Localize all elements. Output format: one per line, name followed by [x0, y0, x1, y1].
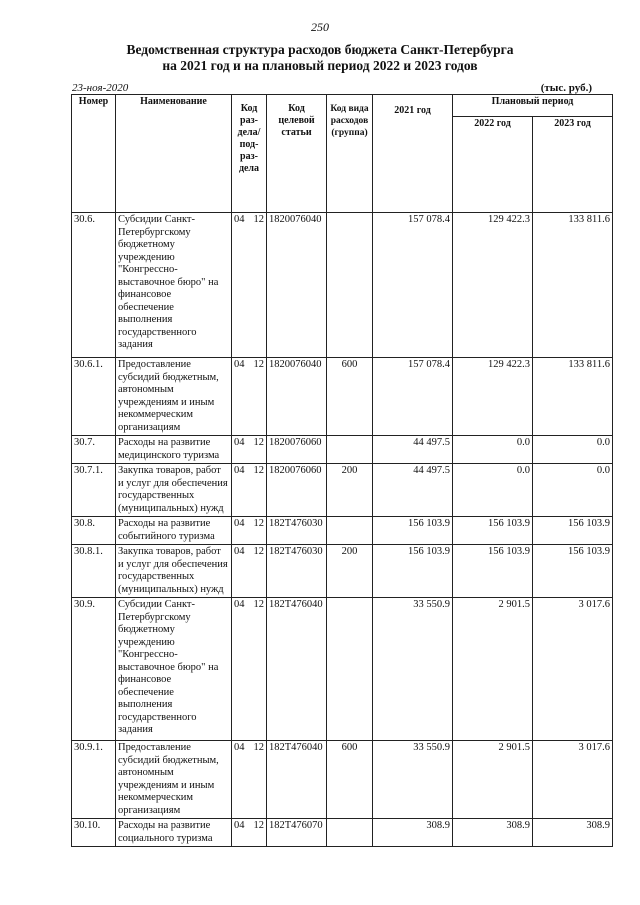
- row-target-code: 182T476040: [267, 741, 327, 819]
- row-2023: 3 017.6: [533, 741, 613, 819]
- row-target-code: 1820076060: [267, 464, 327, 517]
- row-name: Закупка товаров, работ и услуг для обеспечения государственных (муниципальных) нужд: [116, 545, 232, 598]
- row-target-code: 182T476040: [267, 598, 327, 741]
- row-2023: 3 017.6: [533, 598, 613, 741]
- subsection-code: 12: [253, 214, 264, 225]
- row-section-code: [232, 598, 267, 741]
- row-2021: 156 103.9: [373, 517, 453, 545]
- header-planned-period: Плановый период: [453, 95, 613, 117]
- row-2022: 129 422.3: [453, 213, 533, 358]
- budget-table: [71, 94, 613, 847]
- row-2023: 0.0: [533, 436, 613, 464]
- section-code: 04: [234, 546, 245, 557]
- subsection-code: 12: [253, 546, 264, 557]
- row-number: 30.8.: [72, 517, 116, 545]
- row-expense-type: [327, 213, 373, 358]
- row-2021: 33 550.9: [373, 741, 453, 819]
- table-row: [72, 213, 613, 358]
- row-name: Субсидии Санкт-Петербургскому бюджетному учреждению "Конгрессно-выставочное бюро" на финансовое обеспечение выполнения государственного задания: [116, 598, 232, 741]
- row-name: Предоставление субсидий бюджетным, автономным учреждениям и иным некоммерческим организациям: [116, 358, 232, 436]
- row-target-code: 182T476070: [267, 819, 327, 847]
- row-section-code: [232, 741, 267, 819]
- row-2023: 133 811.6: [533, 213, 613, 358]
- title-line-2: на 2021 год и на плановый период 2022 и 2023 годов: [162, 58, 478, 73]
- row-section-code: [232, 464, 267, 517]
- section-code: 04: [234, 465, 245, 476]
- header-2021: 2021 год: [373, 95, 453, 213]
- row-2022: 156 103.9: [453, 517, 533, 545]
- row-expense-type: 200: [327, 464, 373, 517]
- row-2022: 308.9: [453, 819, 533, 847]
- row-target-code: 1820076040: [267, 213, 327, 358]
- table-row: [72, 464, 613, 517]
- row-2022: 0.0: [453, 464, 533, 517]
- table-row: [72, 358, 613, 436]
- header-number: Номер: [72, 95, 116, 213]
- section-code: 04: [234, 820, 245, 831]
- subsection-code: 12: [253, 359, 264, 370]
- row-name: Расходы на развитие социального туризма: [116, 819, 232, 847]
- table-row: [72, 517, 613, 545]
- row-name: Субсидии Санкт-Петербургскому бюджетному учреждению "Конгрессно-выставочное бюро" на финансовое обеспечение выполнения государственного задания: [116, 213, 232, 358]
- row-expense-type: [327, 517, 373, 545]
- table-row: [72, 436, 613, 464]
- subsection-code: 12: [253, 437, 264, 448]
- subsection-code: 12: [253, 599, 264, 610]
- row-2021: 157 078.4: [373, 358, 453, 436]
- row-number: 30.8.1.: [72, 545, 116, 598]
- row-number: 30.7.: [72, 436, 116, 464]
- title-line-1: Ведомственная структура расходов бюджета Санкт-Петербурга: [126, 42, 514, 57]
- row-target-code: 182T476030: [267, 517, 327, 545]
- row-section-code: [232, 819, 267, 847]
- document-title: [0, 42, 640, 74]
- row-section-code: [232, 545, 267, 598]
- row-2021: 156 103.9: [373, 545, 453, 598]
- row-expense-type: 200: [327, 545, 373, 598]
- row-2021: 308.9: [373, 819, 453, 847]
- subsection-code: 12: [253, 820, 264, 831]
- row-target-code: 1820076060: [267, 436, 327, 464]
- table-row: [72, 819, 613, 847]
- row-number: 30.6.: [72, 213, 116, 358]
- row-target-code: 182T476030: [267, 545, 327, 598]
- row-name: Расходы на развитие медицинского туризма: [116, 436, 232, 464]
- table-row: [72, 545, 613, 598]
- document-date: 23-ноя-2020: [72, 82, 129, 94]
- subsection-code: 12: [253, 465, 264, 476]
- subsection-code: 12: [253, 518, 264, 529]
- header-2022: 2022 год: [453, 117, 533, 213]
- row-section-code: [232, 436, 267, 464]
- row-2023: 0.0: [533, 464, 613, 517]
- row-number: 30.9.: [72, 598, 116, 741]
- row-2023: 308.9: [533, 819, 613, 847]
- header-section-code: Код раз- дела/ под- раз- дела: [232, 95, 267, 213]
- section-code: 04: [234, 359, 245, 370]
- units-label: (тыс. руб.): [540, 82, 592, 94]
- section-code: 04: [234, 599, 245, 610]
- row-expense-type: 600: [327, 741, 373, 819]
- row-2022: 2 901.5: [453, 598, 533, 741]
- row-2023: 133 811.6: [533, 358, 613, 436]
- section-code: 04: [234, 742, 245, 753]
- row-number: 30.10.: [72, 819, 116, 847]
- row-name: Закупка товаров, работ и услуг для обеспечения государственных (муниципальных) нужд: [116, 464, 232, 517]
- header-name: Наименование: [116, 95, 232, 213]
- row-number: 30.7.1.: [72, 464, 116, 517]
- row-2021: 33 550.9: [373, 598, 453, 741]
- section-code: 04: [234, 437, 245, 448]
- header-target-code: Код целевой статьи: [267, 95, 327, 213]
- section-code: 04: [234, 518, 245, 529]
- row-2022: 2 901.5: [453, 741, 533, 819]
- header-2023: 2023 год: [533, 117, 613, 213]
- row-expense-type: [327, 819, 373, 847]
- row-2021: 44 497.5: [373, 436, 453, 464]
- row-expense-type: [327, 598, 373, 741]
- row-2021: 157 078.4: [373, 213, 453, 358]
- row-section-code: [232, 517, 267, 545]
- section-code: 04: [234, 214, 245, 225]
- row-2022: 156 103.9: [453, 545, 533, 598]
- row-section-code: [232, 213, 267, 358]
- row-expense-type: 600: [327, 358, 373, 436]
- table-row: [72, 741, 613, 819]
- row-number: 30.9.1.: [72, 741, 116, 819]
- row-2021: 44 497.5: [373, 464, 453, 517]
- row-section-code: [232, 358, 267, 436]
- row-2023: 156 103.9: [533, 517, 613, 545]
- row-2022: 0.0: [453, 436, 533, 464]
- page-number: 250: [311, 20, 329, 34]
- row-number: 30.6.1.: [72, 358, 116, 436]
- table-row: [72, 598, 613, 741]
- header-expense-type-code: Код вида расходов (группа): [327, 95, 373, 213]
- row-name: Предоставление субсидий бюджетным, автономным учреждениям и иным некоммерческим организациям: [116, 741, 232, 819]
- row-expense-type: [327, 436, 373, 464]
- row-2023: 156 103.9: [533, 545, 613, 598]
- row-name: Расходы на развитие событийного туризма: [116, 517, 232, 545]
- subsection-code: 12: [253, 742, 264, 753]
- row-target-code: 1820076040: [267, 358, 327, 436]
- row-2022: 129 422.3: [453, 358, 533, 436]
